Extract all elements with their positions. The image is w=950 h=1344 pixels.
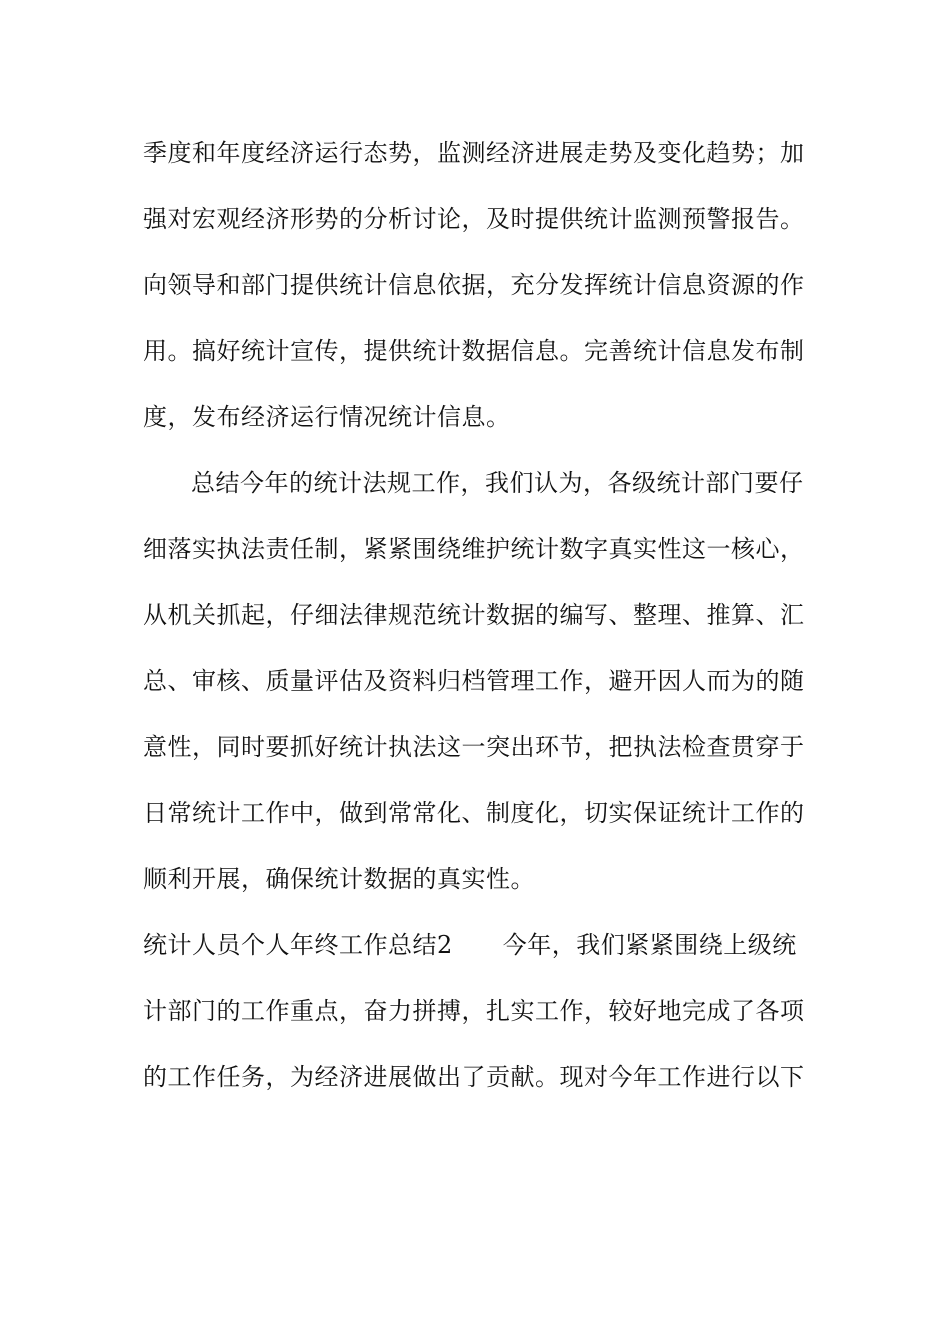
text-line: 向领导和部门提供统计信息依据，充分发挥统计信息资源的作 bbox=[143, 271, 805, 299]
text-line: 从机关抓起，仔细法律规范统计数据的编写、整理、推算、汇 bbox=[143, 601, 805, 629]
text-line: 度，发布经济运行情况统计信息。 bbox=[143, 403, 511, 431]
text-line: 细落实执法责任制，紧紧围绕维护统计数字真实性这一核心， bbox=[143, 535, 805, 563]
text-line: 意性，同时要抓好统计执法这一突出环节，把执法检查贯穿于 bbox=[143, 733, 805, 761]
text-line: 日常统计工作中，做到常常化、制度化，切实保证统计工作的 bbox=[143, 799, 805, 827]
text-line: 的工作任务，为经济进展做出了贡献。现对今年工作进行以下 bbox=[143, 1063, 805, 1091]
paragraph-first-line: 总结今年的统计法规工作，我们认为，各级统计部门要仔 bbox=[191, 469, 804, 497]
document-body bbox=[143, 130, 808, 1120]
text-line: 总、审核、质量评估及资料归档管理工作，避开因人而为的随 bbox=[143, 667, 805, 695]
text-line: 计部门的工作重点，奋力拼搏，扎实工作，较好地完成了各项 bbox=[143, 997, 805, 1025]
text-line: 强对宏观经济形势的分析讨论，及时提供统计监测预警报告。 bbox=[143, 205, 805, 233]
section-heading-line bbox=[143, 922, 808, 988]
text-line: 顺利开展，确保统计数据的真实性。 bbox=[143, 865, 535, 893]
text-line: 用。搞好统计宣传，提供统计数据信息。完善统计信息发布制 bbox=[143, 337, 805, 365]
text-line: 季度和年度经济运行态势，监测经济进展走势及变化趋势；加 bbox=[143, 139, 805, 167]
section-heading: 统计人员个人年终工作总结2 bbox=[143, 931, 453, 959]
section-first-text: 今年，我们紧紧围绕上级统 bbox=[502, 931, 797, 959]
